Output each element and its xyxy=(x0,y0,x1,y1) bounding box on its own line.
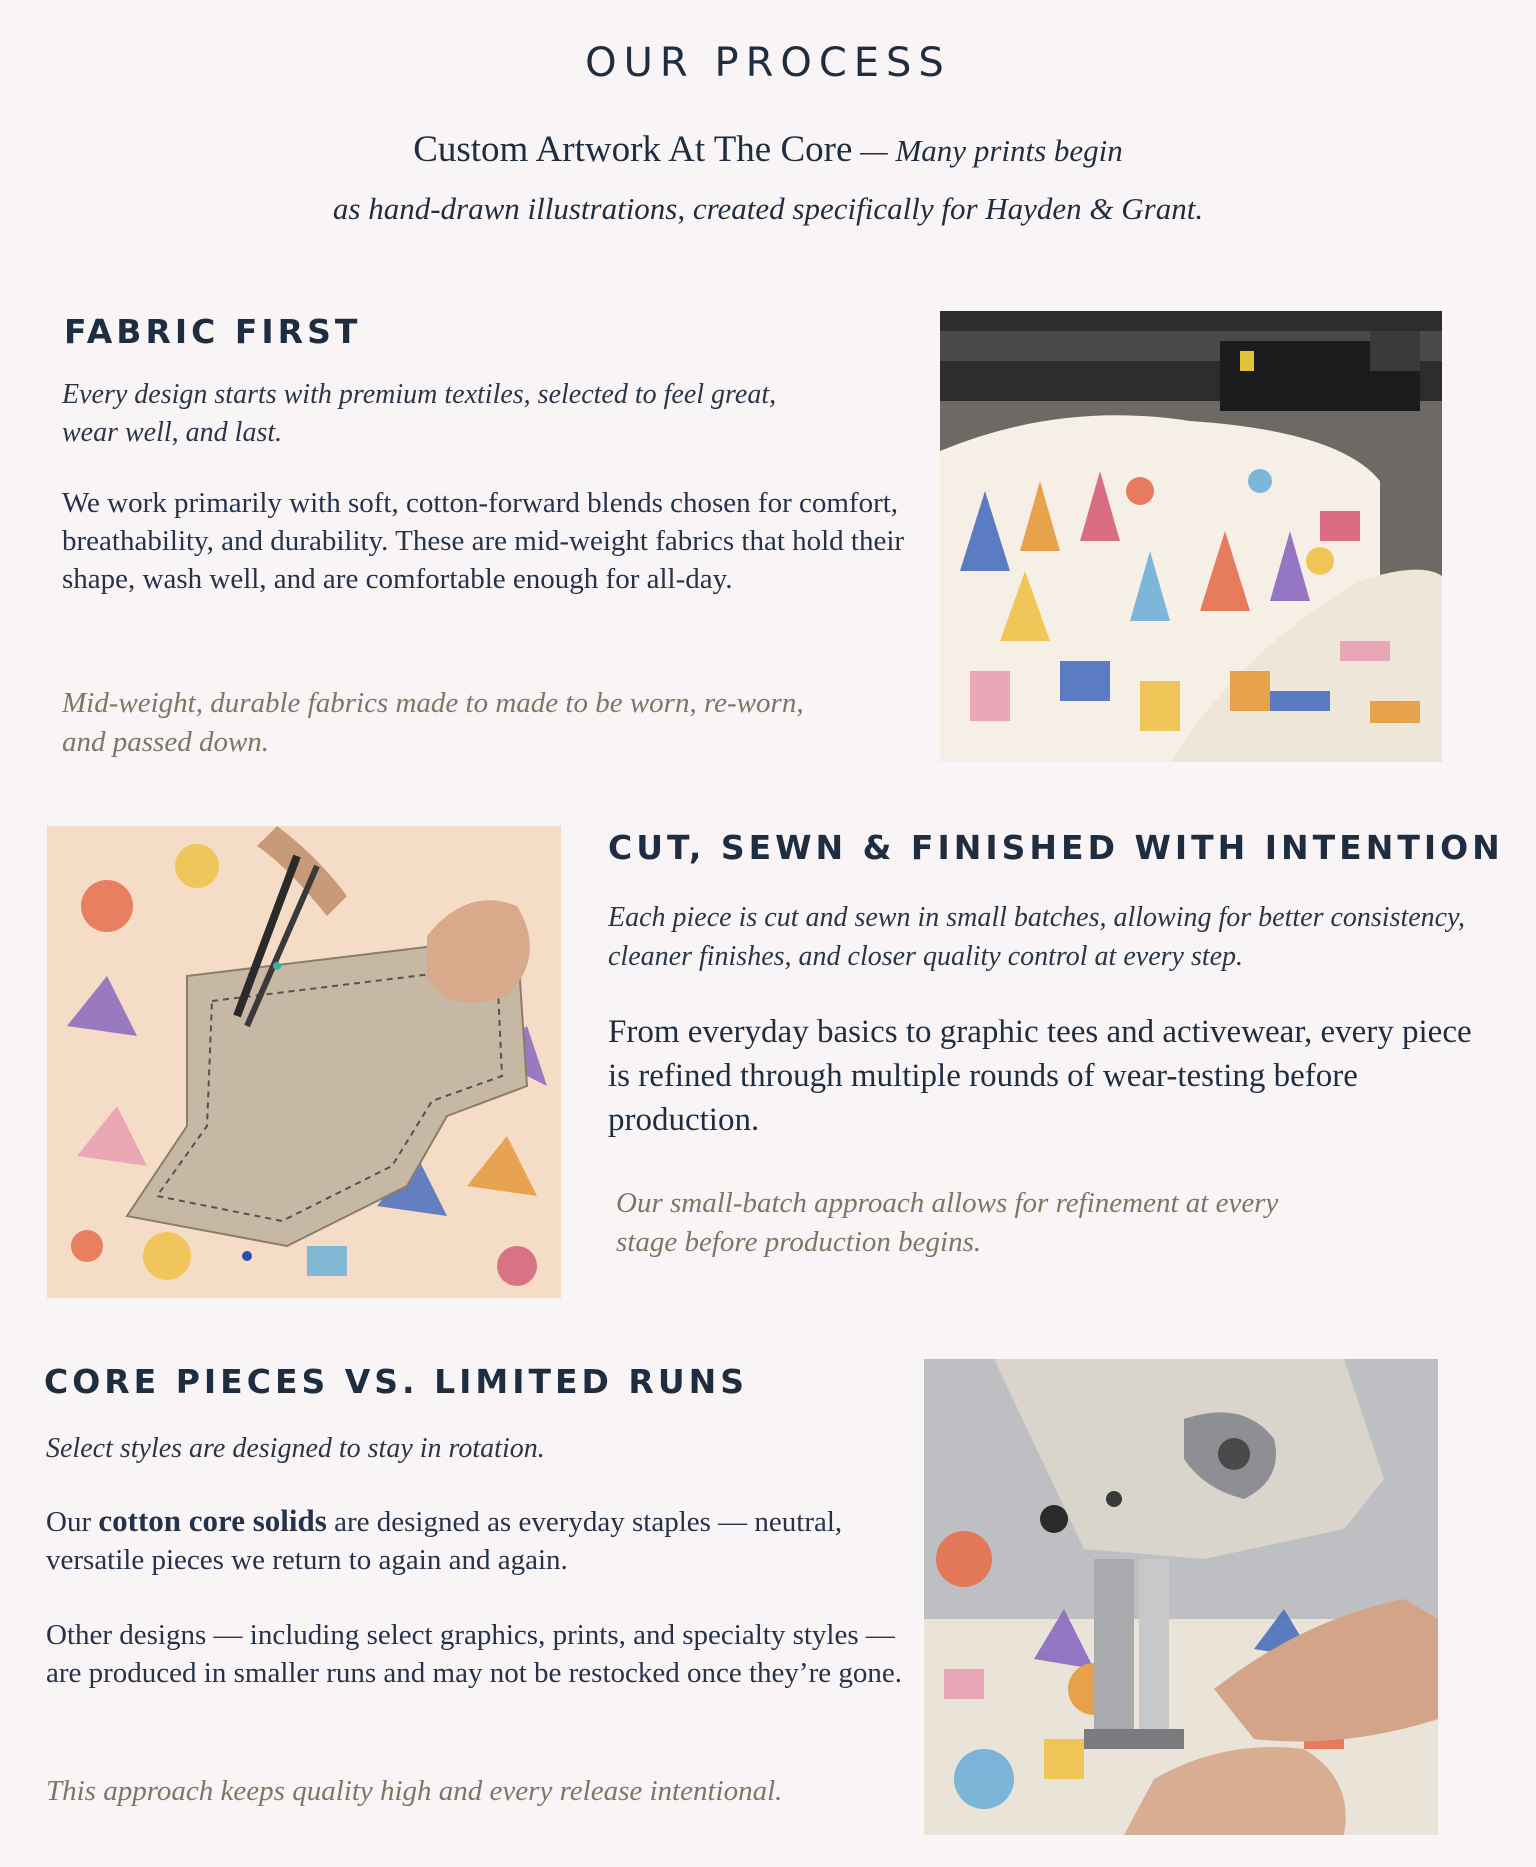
core-note: This approach keeps quality high and every release intentional. xyxy=(46,1775,783,1807)
intro xyxy=(0,124,1536,235)
intro-dash: — xyxy=(852,133,896,168)
fabric-heading: FABRIC FIRST xyxy=(64,312,362,351)
cut-lead: Each piece is cut and sewn in small batches, allowing for better consistency, cleaner finishes, and closer quality control at every step. xyxy=(608,902,1465,972)
core-lead: Select styles are designed to stay in rotation. xyxy=(46,1433,545,1464)
page-title: OUR PROCESS xyxy=(585,40,951,86)
fabric-lead: Every design starts with premium textiles, selected to feel great, wear well, and last. xyxy=(62,379,777,448)
core-body-1 xyxy=(46,1502,906,1579)
fabric-body: We work primarily with soft, cotton-forward blends chosen for comfort, breathability, and durability. These are mid-weight fabrics that hold their shape, wash well, and are comfortable enough for all-day. xyxy=(62,487,905,595)
intro-line-1: Many prints begin xyxy=(895,133,1123,168)
fabric-cutting-photo xyxy=(47,826,561,1298)
sewing-machine-photo xyxy=(924,1359,1438,1835)
core-heading: CORE PIECES VS. LIMITED RUNS xyxy=(44,1362,749,1401)
core-body-1-bold: cotton core solids xyxy=(98,1503,327,1538)
core-body-2: Other designs — including select graphics, prints, and specialty styles — are produced in smaller runs and may not be restocked once they’re gone. xyxy=(46,1619,902,1689)
printing-machine-photo xyxy=(940,311,1442,762)
intro-line-2: as hand-drawn illustrations, created specifically for Hayden & Grant. xyxy=(332,191,1204,226)
intro-lead: Custom Artwork At The Core xyxy=(413,129,853,170)
core-body-1-post: are designed as everyday staples — neutral, versatile pieces we return to again and again. xyxy=(46,1506,843,1576)
cut-body: From everyday basics to graphic tees and activewear, every piece is refined through multiple rounds of wear-testing before production. xyxy=(608,1014,1472,1138)
cut-heading: CUT, SEWN & FINISHED WITH INTENTION xyxy=(608,828,1504,867)
cut-note: Our small-batch approach allows for refinement at every stage before production begins. xyxy=(616,1187,1279,1258)
core-body-1-pre: Our xyxy=(46,1506,99,1538)
fabric-note: Mid-weight, durable fabrics made to made to be worn, re-worn, and passed down. xyxy=(62,687,804,758)
